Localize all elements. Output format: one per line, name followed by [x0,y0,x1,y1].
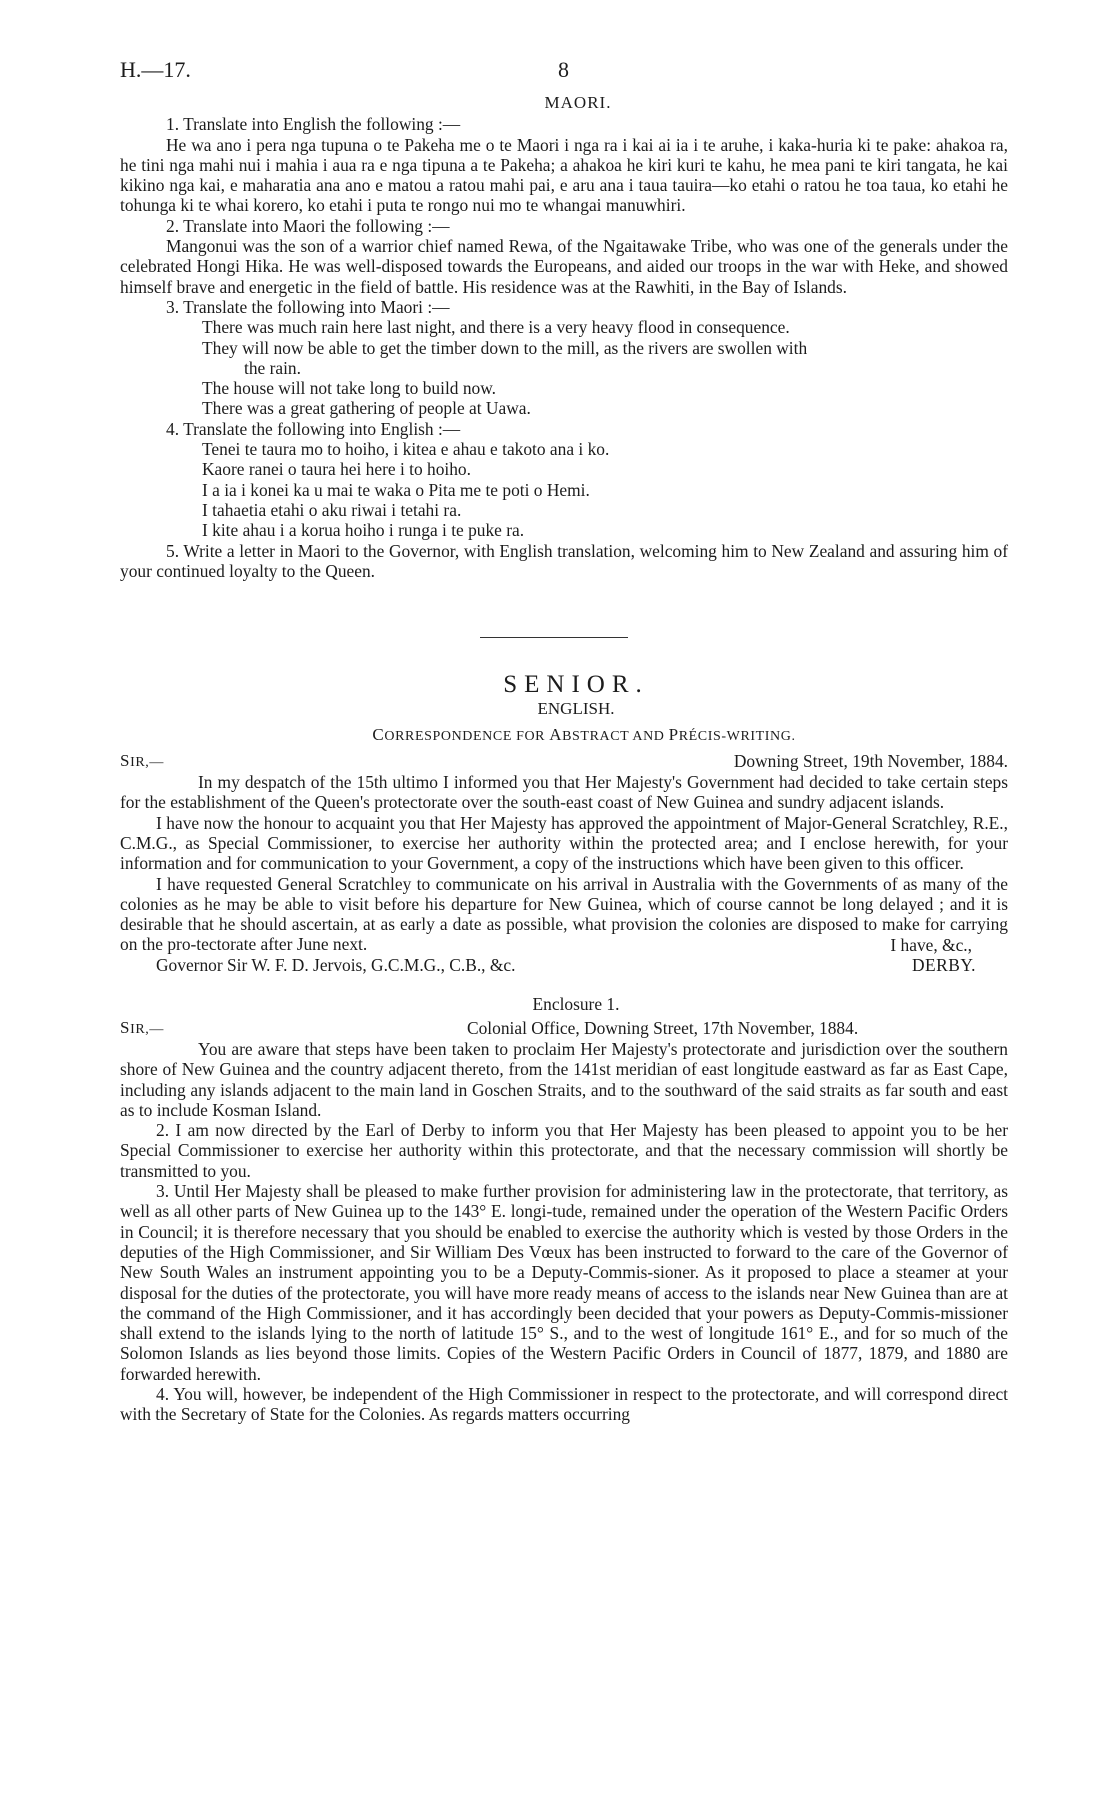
enclosure-salutation: SIR,— [120,1017,164,1037]
enclosure-dateline: Colonial Office, Downing Street, 17th November, 1884. [467,1017,859,1038]
maori-section [120,93,1008,581]
question-4-line: Kaore ranei o taura hei here i to hoiho. [202,459,471,480]
question-5-text: 5. Write a letter in Maori to the Governor, with English translation, welcoming him to New Zealand and assuring him of your continued loyalty to the Queen. [120,540,1008,581]
section-divider [480,637,628,638]
enclosure-paragraph: 4. You will, however, be independent of the High Commissioner in respect to the protectorate, and will correspond direct with the Secretary of State for the Colonies. As regards matters occurring [120,1384,1008,1425]
enclosure-title: Enclosure 1. [532,993,620,1014]
enclosure-paragraph: You are aware that steps have been taken to proclaim Her Majesty's protectorate and jurisdiction over the southern shore of New Guinea and the country adjacent thereto, from the 141st meridian of east longitude eastward as far as East Cape, including any islands adjacent to the main land in Goschen Straits, and to the southward of the said straits as far south and east as to include Kosman Island. [120,1038,1008,1120]
question-4-heading: 4. Translate the following into English :— [166,418,461,439]
document-page [120,56,1008,1425]
enclosure-paragraph: 2. I am now directed by the Earl of Derby to inform you that Her Majesty has been pleased to appoint you to be her Special Commissioner to exercise her authority within this protectorate, and that the necessary commission will shortly be transmitted to you. [120,1120,1008,1181]
letter-1-signature-row [120,955,1008,976]
question-2-heading: 2. Translate into Maori the following :— [166,215,450,236]
question-1-heading: 1. Translate into English the following :— [166,114,461,135]
question-2-text: Mangonui was the son of a warrior chief named Rewa, of the Ngaitawake Tribe, who was one of the generals under the celebrated Hongi Hika. He was well-disposed towards the Europeans, and aided our troops in the war with Heke, and showed himself brave and energetic in the field of battle. His residence was at the Rawhiti, in the Bay of Islands. [120,236,1008,297]
question-3-line: There was much rain here last night, and there is a very heavy flood in consequence. [202,317,790,338]
question-3-line: the rain. [244,357,301,378]
question-3-line: There was a great gathering of people at Uawa. [202,398,531,419]
enclosure-salutation-row [120,1018,1008,1039]
enclosure-paragraph: 3. Until Her Majesty shall be pleased to make further provision for administering law in the protectorate, that territory, as well as all other parts of New Guinea up to the 143° E. longi-tude, remained under the operation of the Western Pacific Orders in Council; it is therefore necessary that you should be enabled to exercise the authority which is vested by those Orders in the deputies of the High Commissioner, and Sir William Des Vœux has been instructed to forward to the care of the Governor of New South Wales an instrument appointing you to be a Deputy-Commis-sioner. As it proposed to place a steamer at your disposal for the duties of the protectorate, you will have more ready means of access to the islands near New Guinea than are at the command of the High Commissioner, and it has accordingly been decided that your powers as Deputy-Commis-missioner shall extend to the islands lying to the north of latitude 15° S., and to the west of longitude 161° E., and for so much of the Solomon Islands as lies beyond those limits. Copies of the Western Pacific Orders in Council of 1877, 1879, and 1880 are forwarded herewith. [120,1181,1008,1384]
letter-1-salutation-row [120,751,1008,772]
english-subtitle: ENGLISH. [537,699,615,719]
page-header [120,56,1008,90]
question-4-line: I a ia i konei ka u mai te waka o Pita me te poti o Hemi. [202,479,590,500]
letter-1-paragraph: I have now the honour to acquaint you that Her Majesty has approved the appointment of Major-General Scratchley, R.E., C.M.G., as Special Commissioner, to exercise her authority within the protected area; and I enclose herewith, for your information and for communication to your Government, a copy of the instructions which have been given to this officer. [120,812,1008,874]
document-reference: H.—17. [120,57,191,82]
letter-1-addressee: Governor Sir W. F. D. Jervois, G.C.M.G., C.B., &c. [156,954,516,975]
question-4-line: I tahaetia etahi o aku riwai i tetahi ra. [202,499,462,520]
question-3-line: They will now be able to get the timber down to the mill, as the rivers are swollen with [202,337,808,358]
maori-title: MAORI. [544,93,612,112]
page-number: 8 [558,57,569,82]
letter-1-paragraph: In my despatch of the 15th ultimo I informed you that Her Majesty's Government had decided to take certain steps for the establishment of the Queen's protectorate over the south-east coast of New Guinea and sundry adjacent islands. [120,772,1008,813]
question-4-line: Tenei te taura mo to hoiho, i kitea e ahau e takoto ana i ko. [202,439,610,460]
letter-1-signature: DERBY. [911,954,976,975]
letter-1-salutation: SIR,— [120,751,164,771]
question-3-line: The house will not take long to build now. [202,378,496,399]
correspondence-heading: CORRESPONDENCE FOR ABSTRACT AND PRÉCIS-WRITING. [372,724,796,744]
question-1-text: He wa ano i pera nga tupuna o te Pakeha me o te Maori i nga ra i kai ai ia i te aruhe, i kaka-huria ki te pake: ahakoa ra, he tini nga mahi nui i mahia i aua ra e nga tipuna a te Pakeha; a ahakoa he kiri kuri te kahu, he mea pani te kiri tangata, he kai kikino nga kai, e maharatia ana ano e matou a ratou mahi pai, e aru ana i taua tauira—ko etahi o ratou he toa taua, ko etahi he tohunga ki te whai korero, ko etahi i puta te rongo nui mo te whangai manuwhiri. [120,134,1008,216]
senior-title: SENIOR. [503,671,649,699]
letter-1-dateline: Downing Street, 19th November, 1884. [733,751,1008,772]
letter-1-paragraph: I have requested General Scratchley to communicate on his arrival in Australia with the Governments of as many of the colonies as he may be able to visit before his departure for New Guinea, which of course cannot be long delayed ; and it is desirable that he should ascertain, at as early a date as possible, what provision the colonies are disposed to make for carrying on the pro-tectorate after June next. [120,873,1008,955]
senior-section [120,671,1008,1425]
question-4-line: I kite ahau i a korua hoiho i runga i te puke ra. [202,520,525,541]
letter-1-closing: I have, &c., [890,934,972,955]
question-3-heading: 3. Translate the following into Maori :— [166,296,450,317]
